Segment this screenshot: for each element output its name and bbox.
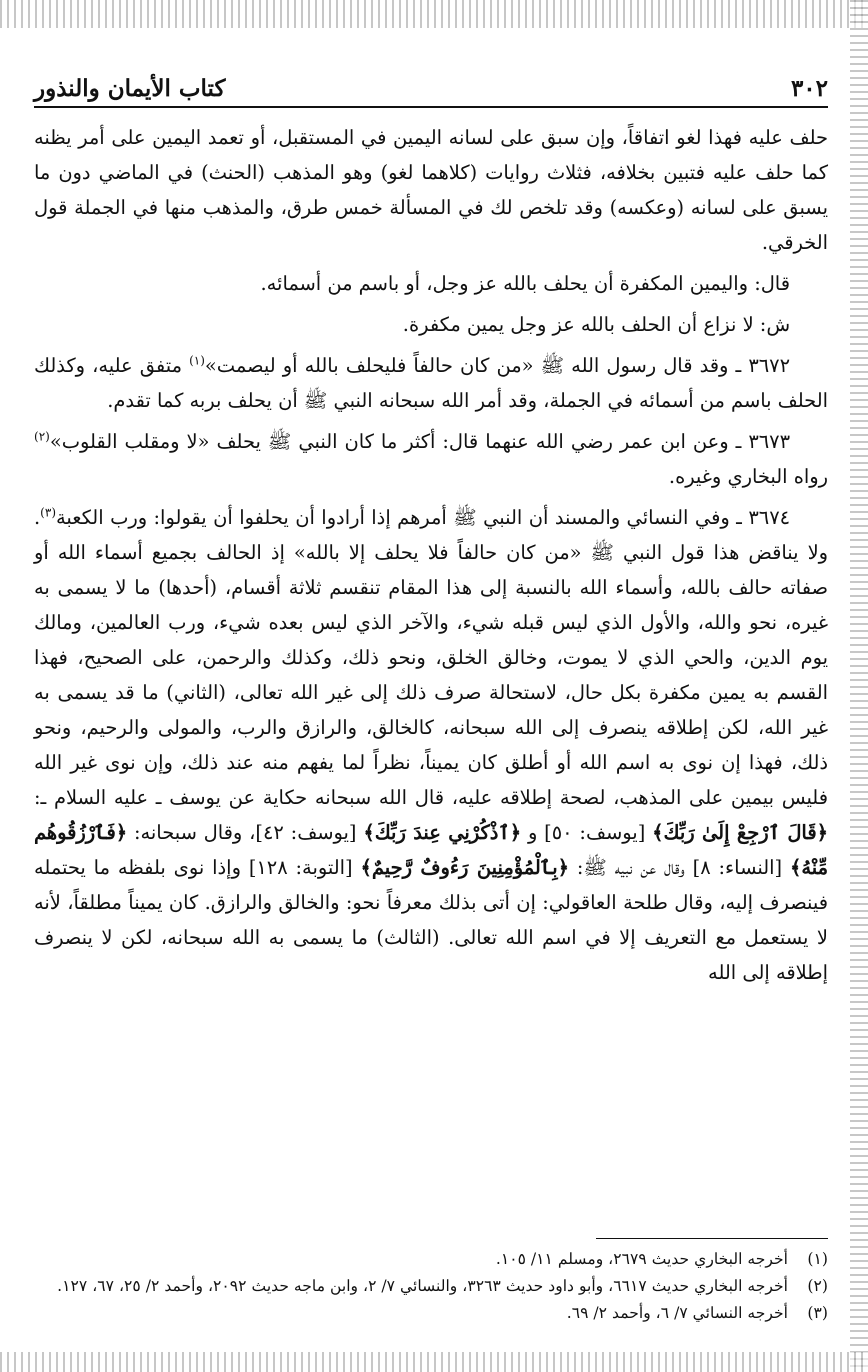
hadith-number: ٣٦٧٢ [748,354,790,377]
verse-reference: [النساء: ٨] [692,856,783,879]
footnote-text: أخرجه النسائي ٧/ ٦، وأحمد ٢/ ٦٩. [566,1304,788,1322]
page-header [34,62,828,108]
hadith-number: ٣٦٧٤ [748,506,791,529]
quran-verse: ﴿فَٱرْزُقُوهُم مِّنْهُ﴾ [34,821,828,879]
hadith-continuation: رواه البخاري وغيره. [668,465,828,488]
joiner-text: ، وقال سبحانه: [133,821,256,844]
hadith-continuation: متفق عليه، وكذلك الحلف باسم من أسمائه في الجملة، وقد أمر الله سبحانه النبي ﷺ أن يحلف بربه كما تقدم. [34,354,828,412]
hadith-3674: ٣٦٧٤ ـ وفي النسائي والمسند أن النبي ﷺ أمرهم إذا أرادوا أن يحلفوا أن يقولوا: ورب الكعبة$^{(٣)}$. ولا يناقض هذا قول النبي ﷺ «من كان حالفاً فلا يحلف إلا بالله» إذ الحالف بجميع أسماء الله أو صفاته حالف بالله، وأسماء الله بالنسبة إلى هذا المقام تنقسم ثلاثة أقسام، (أحدها) ما لا يسمى به غيره، نحو والله، والأول الذي ليس قبله شيء، والآخر الذي ليس بعده شيء، ورب العالمين، ومالك يوم الدين، والحي الذي لا يموت، وخالق الخلق، ونحو ذلك، وكذلك والرحمن، على الصحيح، فهذا القسم به يمين مكفرة بكل حال، لاستحالة صرف ذلك إلى غير الله تعالى، (الثاني) ما قد يسمى به غير الله، لكن إطلاقه ينصرف إلى الله سبحانه، كالخالق، والرازق والرب، والمولى والرحيم، ونحو ذلك، فهذا إن نوى به اسم الله أو أطلق كان يميناً، نظراً لما يفهم منه عند ذلك، وإن نوى غير الله فليس بيمين على المذهب، لصحة إطلاقه عليه، قال الله سبحانه حكاية عن يوسف ـ عليه السلام ـ: ﴿قَالَ ٱرْجِعْ إِلَىٰ رَبِّكَ﴾ [يوسف: ٥٠] و ﴿ٱذْكُرْنِي عِندَ رَبِّكَ﴾ [يوسف: ٤٢]، وقال سبحانه: ﴿فَٱرْزُقُوهُم مِّنْهُ﴾ [النساء: ٨] وقال عن نبيه ﷺ: ﴿بِٱلْمُؤْمِنِينَ رَءُوفٌ رَّحِيمٌ﴾ [التوبة: ١٢٨] وإذا نوى بلفظه ما يحتمله فينصرف إليه، وقال طلحة العاقولي: إن أتى بذلك معرفاً نحو: والخالق والرازق. كان يميناً مطلقاً، لأنه لا يستعمل مع التعريف إلا في اسم الله تعالى. (الثالث) ما يسمى به الله سبحانه، لكن لا ينصرف إطلاقه إلى الله [34,505,828,984]
footnote-ref: (٣) [40,505,56,520]
hadith-number: ٣٦٧٣ [748,430,790,453]
commentary-text: [التوبة: ١٢٨] وإذا نوى بلفظه ما يحتمله فينصرف إليه، وقال طلحة العاقولي: إن أتى بذلك معرفاً نحو: والخالق والرازق. كان يميناً مطلقاً، لأنه لا يستعمل مع التعريف إلا في اسم الله تعالى. (الثالث) ما يسمى به الله سبحانه، لكن لا ينصرف إطلاقه إلى الله [34,856,828,984]
joiner-text: وقال عن نبيه ﷺ: [576,856,685,879]
paragraph-matn: قال: واليمين المكفرة أن يحلف بالله عز وجل، أو باسم من أسمائه. [260,272,790,295]
footnote [34,1273,828,1300]
hadith-continuation: يقولوا: ورب الكعبة [56,506,207,529]
footnote-text: أخرجه البخاري حديث ٦٦١٧، وأبو داود حديث ٣٢٦٣، والنسائي ٧/ ٢، وابن ماجه حديث ٢٠٩٢، وأحمد ٢/ ٢٥، ٦٧، ١٢٧. [57,1277,788,1295]
footnote-separator [596,1238,828,1239]
main-text [34,120,828,996]
footnote-text: أخرجه البخاري حديث ٢٦٧٩، ومسلم ١١/ ١٠٥. [495,1250,788,1268]
paragraph-intro: حلف عليه فهذا لغو اتفاقاً، وإن سبق على لسانه اليمين في المستقبل، أو تعمد اليمين على أمر يظنه كما حلف عليه فتبين بخلافه، فثلاث روايات (كلاهما لغو) وهو المذهب (الحنث) في الماضي دون ما يسبق على لسانه (وعكسه) وقد تلخص لك في المسألة خمس طرق، والمذهب منها في الجملة قول الخرقي. [34,126,828,254]
hadith-text: ـ وفي النسائي والمسند أن النبي ﷺ أمرهم إذا أرادوا أن يحلفوا أن [213,506,742,529]
quran-verse: ﴿بِٱلْمُؤْمِنِينَ رَءُوفٌ رَّحِيمٌ﴾ [360,856,569,879]
decorative-border-side [850,0,868,1372]
hadith-3672 [34,348,828,418]
decorative-border-top [0,0,868,28]
commentary-text: ولا يناقض هذا قول النبي ﷺ «من كان حالفاً فلا يحلف إلا بالله» إذ الحالف بجميع أسماء الله أو صفاته حالف بالله، وأسماء الله بالنسبة إلى هذا المقام تنقسم ثلاثة أقسام، (أحدها) ما لا يسمى به غيره، نحو والله، والأول الذي ليس قبله شيء، والآخر الذي ليس بعده شيء، ورب العالمين، ومالك يوم الدين، والحي الذي لا يموت، وخالق الخلق، ونحو ذلك، وكذلك والرحمن، على الصحيح، فهذا القسم به يمين مكفرة بكل حال، لاستحالة صرف ذلك إلى غير الله تعالى، (الثاني) ما قد يسمى به غير الله، لكن إطلاقه ينصرف إلى الله سبحانه، كالخالق، والرازق والرب، والمولى والرحيم، ونحو ذلك، فهذا إن نوى به اسم الله أو أطلق كان يميناً، نظراً لما يفهم منه عند ذلك، وإن نوى غير الله فليس بيمين على المذهب، لصحة إطلاقه عليه، قال الله سبحانه حكاية عن يوسف ـ عليه السلام ـ: [34,541,828,809]
footnote [34,1246,828,1273]
quran-verse: ﴿قَالَ ٱرْجِعْ إِلَىٰ رَبِّكَ﴾ [652,821,828,844]
footnote-ref: (٢) [34,429,50,444]
page-number: ٣٠٢ [790,75,828,102]
footnote-number: (٣) [807,1304,828,1322]
hadith-text: ـ وعن ابن عمر رضي الله عنهما قال: أكثر ما كان النبي ﷺ يحلف «لا ومقلب القلوب» [49,430,742,453]
footnote-number: (٢) [807,1277,828,1295]
verse-reference: [يوسف: ٥٠] [544,821,646,844]
footnote-number: (١) [807,1250,828,1268]
quran-verse: ﴿ٱذْكُرْنِي عِندَ رَبِّكَ﴾ [363,821,522,844]
paragraph-sharh: ش: لا نزاع أن الحلف بالله عز وجل يمين مكفرة. [402,313,790,336]
hadith-3673 [34,424,828,494]
verse-reference: [يوسف: ٤٢] [255,821,357,844]
footnote-ref: (١) [189,353,205,368]
footnote [34,1300,828,1327]
hadith-text: ـ وقد قال رسول الله ﷺ «من كان حالفاً فليحلف بالله أو ليصمت» [204,354,742,377]
joiner-text: و [527,821,538,844]
footnotes [34,1246,828,1327]
decorative-border-bottom [0,1352,868,1372]
book-title: كتاب الأيمان والنذور [34,75,226,102]
